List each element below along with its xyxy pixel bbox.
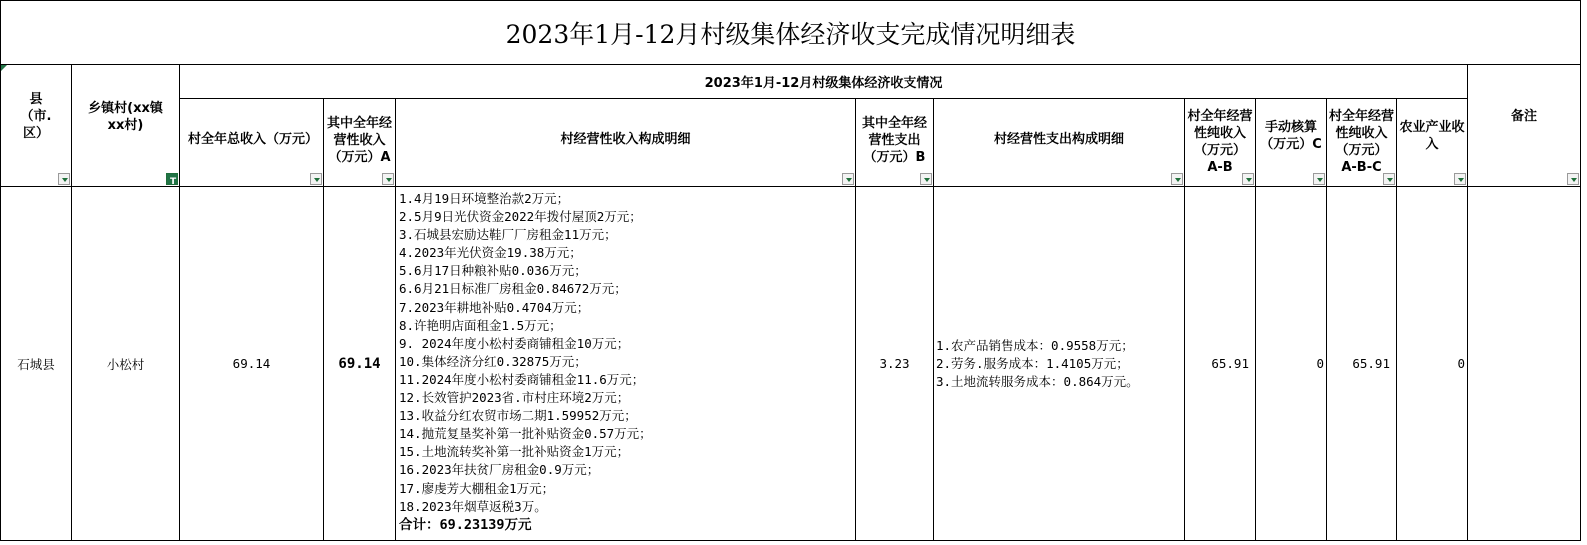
header-expense-detail-label: 村经营性支出构成明细 bbox=[993, 132, 1124, 147]
expense-item: 1.农产品销售成本：0.9558万元； bbox=[936, 337, 1134, 353]
income-item: 10.集体经济分红0.32875万元； bbox=[399, 353, 587, 369]
header-net-income-c-label: 村全年经营性纯收入（万元）A-B-C bbox=[1329, 108, 1395, 175]
dropdown-arrow-icon[interactable] bbox=[382, 173, 394, 185]
cell-expense-detail[interactable] bbox=[934, 187, 1185, 541]
income-total: 合计：69.23139万元 bbox=[399, 516, 532, 533]
header-income-detail-label: 村经营性收入构成明细 bbox=[560, 132, 691, 147]
cell-manual[interactable]: 0 bbox=[1256, 187, 1327, 541]
header-group bbox=[180, 65, 1468, 99]
header-operating-expense[interactable] bbox=[856, 99, 934, 187]
expense-item: 3.土地流转服务成本：0.864万元。 bbox=[936, 373, 1139, 389]
table-row bbox=[1, 187, 1581, 541]
expense-item: 2.劳务.服务成本：1.4105万元； bbox=[936, 355, 1129, 371]
header-operating-income[interactable] bbox=[324, 99, 396, 187]
header-total-income-label: 村全年总收入（万元） bbox=[188, 132, 319, 147]
income-item: 3.石城县宏励达鞋厂厂房租金11万元； bbox=[399, 227, 617, 243]
cell-net-income[interactable]: 65.91 bbox=[1185, 187, 1256, 541]
income-item: 14.抛荒复垦奖补第一批补贴资金0.57万元； bbox=[399, 426, 652, 442]
cell-remark[interactable] bbox=[1468, 187, 1581, 541]
income-item: 16.2023年扶贫厂房租金0.9万元； bbox=[399, 462, 600, 478]
filter-active-icon[interactable] bbox=[166, 173, 178, 185]
header-agri[interactable] bbox=[1397, 99, 1468, 187]
dropdown-arrow-icon[interactable] bbox=[1171, 173, 1183, 185]
header-remark-label: 备注 bbox=[1511, 109, 1538, 124]
table-title-text: 2023年1月-12月村级集体经济收支完成情况明细表 bbox=[505, 19, 1076, 49]
income-item: 6.6月21日标准厂房租金0.84672万元； bbox=[399, 281, 627, 297]
dropdown-arrow-icon[interactable] bbox=[920, 173, 932, 185]
income-item: 11.2024年度小松村委商铺租金11.6万元； bbox=[399, 371, 645, 387]
income-item: 1.4月19日环境整治款2万元； bbox=[399, 191, 570, 206]
header-manual-label: 手动核算（万元）C bbox=[1260, 119, 1322, 152]
income-item: 13.收益分红农贸市场二期1.59952万元； bbox=[399, 408, 637, 424]
table-title bbox=[1, 1, 1581, 65]
income-item: 9. 2024年度小松村委商铺租金10万元； bbox=[399, 335, 630, 351]
income-item: 17.廖虔芳大棚租金1万元； bbox=[399, 480, 555, 496]
cell-income-detail[interactable] bbox=[396, 187, 856, 541]
cell-operating-income[interactable]: 69.14 bbox=[324, 187, 396, 541]
dropdown-arrow-icon[interactable] bbox=[1313, 173, 1325, 185]
cell-net-income-c[interactable]: 65.91 bbox=[1327, 187, 1397, 541]
dropdown-arrow-icon[interactable] bbox=[842, 173, 854, 185]
header-net-income-c[interactable] bbox=[1327, 99, 1397, 187]
comment-indicator-icon bbox=[1, 65, 7, 71]
header-group-label: 2023年1月-12月村级集体经济收支情况 bbox=[704, 76, 943, 91]
header-county[interactable] bbox=[1, 65, 72, 187]
header-remark[interactable] bbox=[1468, 65, 1581, 187]
cell-operating-expense[interactable]: 3.23 bbox=[856, 187, 934, 541]
dropdown-arrow-icon[interactable] bbox=[1383, 173, 1395, 185]
dropdown-arrow-icon[interactable] bbox=[1242, 173, 1254, 185]
cell-county[interactable]: 石城县 bbox=[1, 187, 72, 541]
income-item: 8.许艳明店面租金1.5万元； bbox=[399, 317, 562, 333]
header-village[interactable] bbox=[72, 65, 180, 187]
cell-agri[interactable]: 0 bbox=[1397, 187, 1468, 541]
header-net-income[interactable] bbox=[1185, 99, 1256, 187]
dropdown-arrow-icon[interactable] bbox=[1567, 173, 1579, 185]
income-item: 4.2023年光伏资金19.38万元； bbox=[399, 245, 582, 261]
header-expense-detail[interactable] bbox=[934, 99, 1185, 187]
header-net-income-label: 村全年经营性纯收入（万元）A-B bbox=[1187, 108, 1253, 175]
dropdown-arrow-icon[interactable] bbox=[310, 173, 322, 185]
header-income-detail[interactable] bbox=[396, 99, 856, 187]
header-manual[interactable] bbox=[1256, 99, 1327, 187]
dropdown-arrow-icon[interactable] bbox=[58, 173, 70, 185]
income-item: 18.2023年烟草返税3万。 bbox=[399, 498, 547, 514]
header-village-label: 乡镇村(xx镇xx村) bbox=[88, 100, 163, 133]
income-item: 12.长效管护2023省.市村庄环境2万元； bbox=[399, 390, 630, 406]
cell-total-income[interactable]: 69.14 bbox=[180, 187, 324, 541]
header-agri-label: 农业产业收入 bbox=[1399, 119, 1465, 152]
income-item: 2.5月9日光伏资金2022年拨付屋顶2万元； bbox=[399, 209, 642, 225]
header-total-income[interactable] bbox=[180, 99, 324, 187]
header-operating-income-label: 其中全年经营性收入（万元）A bbox=[327, 116, 393, 165]
cell-village[interactable]: 小松村 bbox=[72, 187, 180, 541]
dropdown-arrow-icon[interactable] bbox=[1454, 173, 1466, 185]
header-county-label: 县（市.区） bbox=[20, 92, 52, 141]
income-item: 7.2023年耕地补贴0.4704万元； bbox=[399, 299, 590, 315]
income-item: 5.6月17日种粮补贴0.036万元； bbox=[399, 263, 587, 279]
header-operating-expense-label: 其中全年经营性支出（万元）B bbox=[861, 116, 927, 165]
income-item: 15.土地流转奖补第一批补贴资金1万元； bbox=[399, 444, 630, 460]
